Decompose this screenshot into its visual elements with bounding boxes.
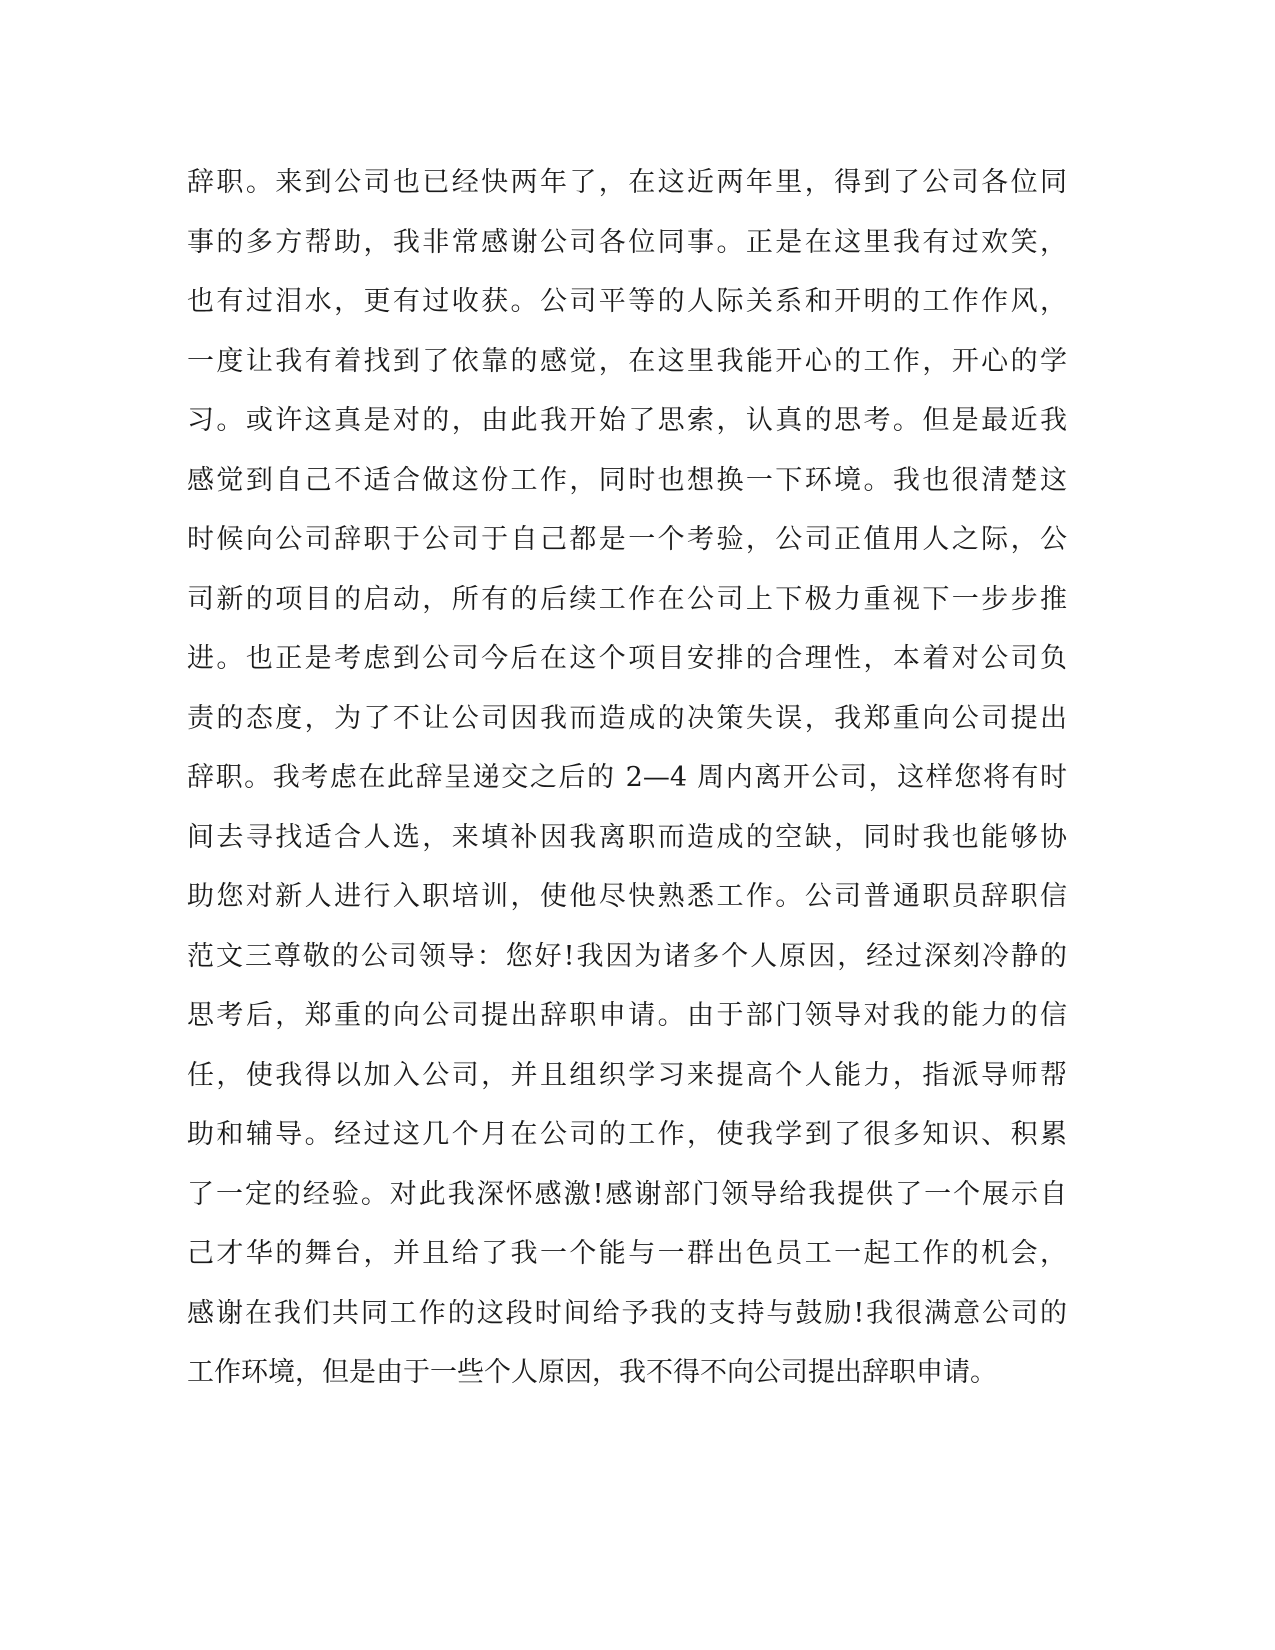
text-line: 己才华的舞台，并且给了我一个能与一群出色员工一起工作的机会，	[187, 1238, 1067, 1269]
text-line: 了一定的经验。对此我深怀感激!感谢部门领导给我提供了一个展示自	[187, 1178, 1067, 1210]
text-line: 感觉到自己不适合做这份工作，同时也想换一下环境。我也很清楚这	[187, 464, 1067, 496]
text-line: 助您对新人进行入职培训，使他尽快熟悉工作。公司普通职员辞职信	[187, 881, 1067, 912]
text-line: 司新的项目的启动，所有的后续工作在公司上下极力重视下一步步推	[187, 583, 1067, 615]
text-line: 辞职。我考虑在此辞呈递交之后的 2—4 周内离开公司，这样您将有时	[187, 762, 1067, 793]
text-line: 思考后，郑重的向公司提出辞职申请。由于部门领导对我的能力的信	[187, 1000, 1067, 1031]
letter-body	[187, 162, 1067, 1412]
text-line: 习。或许这真是对的，由此我开始了思索，认真的思考。但是最近我	[187, 405, 1067, 436]
text-line: 辞职。来到公司也已经快两年了，在这近两年里，得到了公司各位同	[187, 167, 1067, 198]
text-line: 间去寻找适合人选，来填补因我离职而造成的空缺，同时我也能够协	[187, 821, 1067, 853]
text-line: 范文三尊敬的公司领导：您好!我因为诸多个人原因，经过深刻冷静的	[187, 940, 1067, 972]
text-line: 责的态度，为了不让公司因我而造成的决策失误，我郑重向公司提出	[187, 702, 1067, 734]
text-line: 也有过泪水，更有过收获。公司平等的人际关系和开明的工作作风，	[187, 286, 1067, 317]
text-line: 感谢在我们共同工作的这段时间给予我的支持与鼓励!我很满意公司的	[187, 1297, 1067, 1329]
text-line: 进。也正是考虑到公司今后在这个项目安排的合理性，本着对公司负	[187, 643, 1067, 674]
text-line: 助和辅导。经过这几个月在公司的工作，使我学到了很多知识、积累	[187, 1119, 1067, 1150]
text-line: 工作环境，但是由于一些个人原因，我不得不向公司提出辞职申请。	[187, 1357, 997, 1388]
text-line: 事的多方帮助，我非常感谢公司各位同事。正是在这里我有过欢笑，	[187, 226, 1067, 258]
text-line: 一度让我有着找到了依靠的感觉，在这里我能开心的工作，开心的学	[187, 345, 1067, 377]
text-line: 任，使我得以加入公司，并且组织学习来提高个人能力，指派导师帮	[187, 1059, 1067, 1091]
text-line: 时候向公司辞职于公司于自己都是一个考验，公司正值用人之际，公	[187, 524, 1067, 555]
